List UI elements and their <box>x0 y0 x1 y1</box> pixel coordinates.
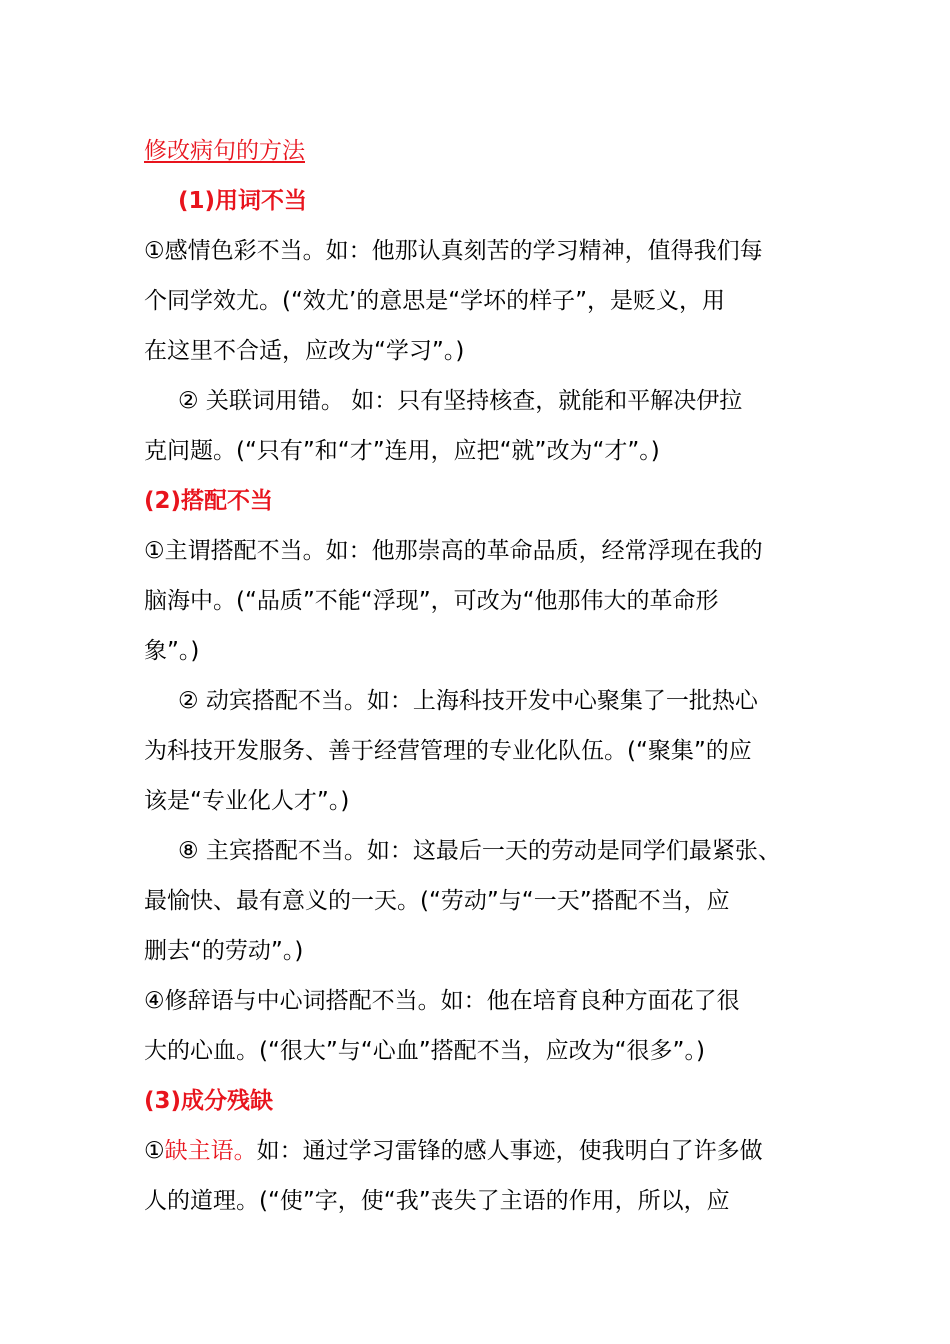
paragraph-line: ② 动宾搭配不当。如：上海科技开发中心聚集了一批热心 <box>178 688 758 714</box>
paragraph-line: 个同学效尤。(“效尤’的意思是“学坏的样子”，是贬义，用 <box>144 288 726 314</box>
paragraph-line: ⑧ 主宾搭配不当。如：这最后一天的劳动是同学们最紧张、 <box>178 838 781 864</box>
paragraph-line: ①感情色彩不当。如：他那认真刻苦的学习精神，值得我们每 <box>144 238 763 264</box>
paragraph-line: 人的道理。(“使”字，使“我”丧失了主语的作用，所以，应 <box>144 1188 730 1214</box>
page-title: 修改病句的方法 <box>144 138 305 164</box>
highlighted-term: 缺主语。 <box>164 1138 257 1164</box>
paragraph-line <box>144 1126 763 1176</box>
paragraph-line: 脑海中。(“品质”不能“浮现”，可改为“他那伟大的革命形 <box>144 588 719 614</box>
paragraph-line: 象”。) <box>144 638 200 664</box>
paragraph-line: 大的心血。(“很大”与“心血”搭配不当，应改为“很多”。) <box>144 1038 705 1064</box>
paragraph-line: ①主谓搭配不当。如：他那崇高的革命品质，经常浮现在我的 <box>144 538 763 564</box>
section-heading-missing-constituent: (3)成分残缺 <box>144 1088 274 1114</box>
paragraph-line: 为科技开发服务、善于经营管理的专业化队伍。(“聚集”的应 <box>144 738 752 764</box>
list-marker: ① <box>144 1138 165 1164</box>
paragraph-line: 最愉快、最有意义的一天。(“劳动”与“一天”搭配不当，应 <box>144 888 730 914</box>
section-heading-word-usage: (1)用词不当 <box>178 188 308 214</box>
paragraph-line: 克问题。(“只有”和“才”连用，应把“就”改为“才”。) <box>144 438 660 464</box>
paragraph-line: 删去“的劳动”。) <box>144 938 304 964</box>
paragraph-line: ② 关联词用错。 如：只有坚持核查，就能和平解决伊拉 <box>178 388 743 414</box>
section-heading-collocation: (2)搭配不当 <box>144 488 274 514</box>
paragraph-text: 如：通过学习雷锋的感人事迹，使我明白了许多做 <box>256 1138 763 1164</box>
paragraph-line: 该是“专业化人才”。) <box>144 788 350 814</box>
paragraph-line: ④修辞语与中心词搭配不当。如：他在培育良种方面花了很 <box>144 988 740 1014</box>
paragraph-line: 在这里不合适，应改为“学习”。) <box>144 338 465 364</box>
